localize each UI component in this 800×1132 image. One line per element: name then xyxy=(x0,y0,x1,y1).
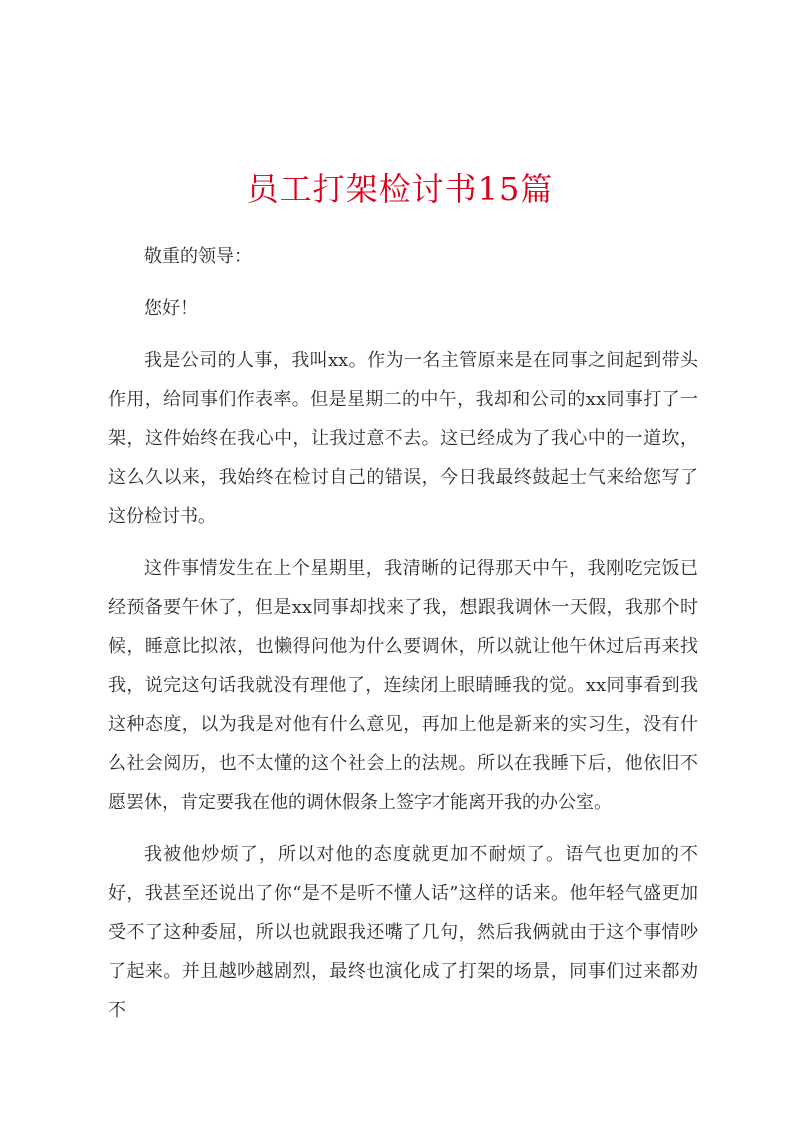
spacer xyxy=(108,328,698,341)
paragraph-3: 我被他炒烦了，所以对他的态度就更加不耐烦了。语气也更加的不好，我甚至还说出了你“是不是听不懂人话”这样的话来。他年轻气盛更加受不了这种委屈，所以也就跟我还嘴了几句，然后我俩就由于这个事情吵了起来。并且越吵越剧烈，最终也演化成了打架的场景，同事们过来都劝不 xyxy=(108,844,698,1021)
document-title: 员工打架检讨书15篇 xyxy=(246,170,554,208)
spacer xyxy=(108,536,698,549)
spacer xyxy=(108,276,698,289)
spacer xyxy=(108,822,698,835)
greeting: 您好！ xyxy=(144,298,198,319)
paragraph-2: 这件事情发生在上个星期里，我清晰的记得那天中午，我刚吃完饭已经预备要午休了，但是xx同事却找来了我，想跟我调休一天假，我那个时候，睡意比拟浓，也懒得问他为什么要调休，所以就让他午休过后再来找我，说完这句话我就没有理他了，连续闭上眼睛睡我的觉。xx同事看到我这种态度，以为我是对他有什么意见，再加上他是新来的实习生，没有什么社会阅历，也不太懂的这个社会上的法规。所以在我睡下后，他依旧不愿罢休，肯定要我在他的调休假条上签字才能离开我的办公室。 xyxy=(108,558,698,813)
paragraph-1: 我是公司的人事，我叫xx。作为一名主管原来是在同事之间起到带头作用，给同事们作表率。但是星期二的中午，我却和公司的xx同事打了一架，这件始终在我心中，让我过意不去。这已经成为了我心中的一道坎，这么久以来，我始终在检讨自己的错误，今日我最终鼓起士气来给您写了这份检讨书。 xyxy=(108,350,698,527)
document-body xyxy=(108,237,698,1030)
salutation: 敬重的领导： xyxy=(144,246,252,267)
